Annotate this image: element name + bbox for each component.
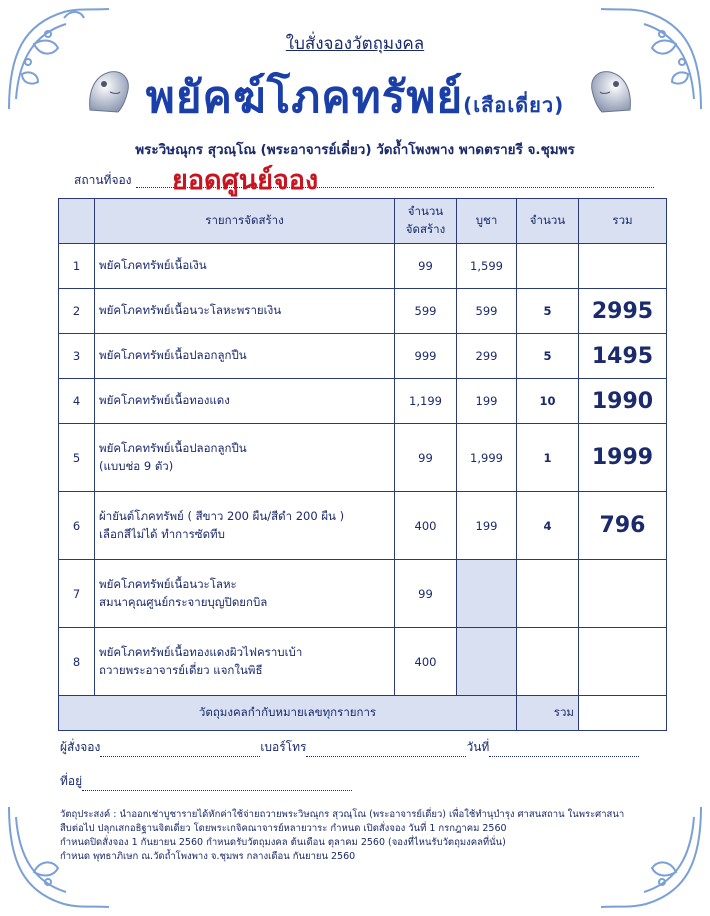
- row-qty[interactable]: [517, 560, 579, 628]
- row-item-line1: พยัคโภคทรัพย์เนื้อนวะโลหะ: [99, 576, 237, 591]
- row-total[interactable]: 1999: [579, 424, 667, 492]
- row-no: 4: [59, 379, 95, 424]
- row-no: 8: [59, 628, 95, 696]
- footer-sum-value[interactable]: [579, 696, 667, 731]
- row-qty[interactable]: [517, 244, 579, 289]
- orderer-field[interactable]: [60, 738, 639, 757]
- row-item: [95, 628, 395, 696]
- location-field[interactable]: [74, 165, 654, 196]
- date-label: วันที่: [466, 740, 490, 754]
- row-qty-made: 400: [395, 492, 457, 560]
- footer-note: [59, 696, 517, 731]
- header-qty: จำนวน: [517, 199, 579, 244]
- phone-dotted-line: [306, 744, 466, 757]
- row-item: [95, 560, 395, 628]
- main-title-text: พยัคฆ์โภคทรัพย์: [145, 72, 464, 123]
- row-item: [95, 244, 395, 289]
- row-item: [95, 492, 395, 560]
- table-header-row: [59, 199, 667, 244]
- row-no: 6: [59, 492, 95, 560]
- row-item-line1: พยัคโภคทรัพย์เนื้อเงิน: [99, 258, 207, 272]
- row-total[interactable]: [579, 560, 667, 628]
- row-qty[interactable]: 10: [517, 379, 579, 424]
- row-price: 1,999: [457, 424, 517, 492]
- row-price: [457, 628, 517, 696]
- row-item-line2: ถวายพระอาจารย์เดี่ยว แจกในพิธี: [99, 662, 263, 677]
- row-qty[interactable]: 5: [517, 334, 579, 379]
- row-qty-made: 99: [395, 424, 457, 492]
- row-item-line1: พยัคโภคทรัพย์เนื้อทองแดงผิวไฟคราบเบ้า: [99, 644, 303, 659]
- date-dotted-line: [489, 744, 639, 757]
- row-total[interactable]: [579, 628, 667, 696]
- row-total[interactable]: [579, 244, 667, 289]
- row-total[interactable]: 1990: [579, 379, 667, 424]
- row-price: 299: [457, 334, 517, 379]
- row-qty-made: 599: [395, 289, 457, 334]
- table-row: [59, 628, 667, 696]
- row-item: [95, 424, 395, 492]
- row-item-line2: (แบบช่อ 9 ตัว): [99, 458, 174, 473]
- row-qty-made: 99: [395, 560, 457, 628]
- table-row: [59, 244, 667, 289]
- row-price: 1,599: [457, 244, 517, 289]
- orderer-dotted-line: [100, 744, 260, 757]
- row-item-line1: พยัคโภคทรัพย์เนื้อปลอกลูกปืน: [99, 348, 247, 362]
- location-label: สถานที่จอง: [74, 173, 132, 187]
- table-row: [59, 334, 667, 379]
- row-no: 1: [59, 244, 95, 289]
- table-row: [59, 379, 667, 424]
- address-dotted-line: [82, 778, 352, 791]
- row-price: [457, 560, 517, 628]
- header-item: รายการจัดสร้าง: [95, 199, 395, 244]
- row-total[interactable]: 796: [579, 492, 667, 560]
- note-line: สืบต่อไป ปลุกเสกอธิฐานจิตเดี่ยว โดยพระเกจิคณาจารย์หลายวาระ กำหนด เปิดสั่งจอง วันที่ 1 กรกฎาคม 2560: [60, 823, 507, 834]
- table-row: [59, 492, 667, 560]
- row-item: [95, 289, 395, 334]
- row-no: 7: [59, 560, 95, 628]
- address-field[interactable]: [60, 772, 352, 791]
- row-qty[interactable]: 4: [517, 492, 579, 560]
- main-title-sub: (เสือเดี่ยว): [463, 93, 565, 117]
- header-no: [59, 199, 95, 244]
- row-qty-made: 1,199: [395, 379, 457, 424]
- row-qty[interactable]: 5: [517, 289, 579, 334]
- note-line: วัตถุประสงค์ : นำออกเช่าบูชารายได้หักค่าใช้จ่ายถวายพระวิษณุกร สุวณฺโณ (พระอาจารย์เดี่ยว) เพื่อใช้ทำนุบำรุง ศาสนสถาน ในพระศาสนา: [60, 809, 625, 820]
- row-item: [95, 379, 395, 424]
- row-total[interactable]: 1495: [579, 334, 667, 379]
- row-total[interactable]: 2995: [579, 289, 667, 334]
- table-row: [59, 289, 667, 334]
- row-qty-made: 99: [395, 244, 457, 289]
- row-item-line2: สมนาคุณศูนย์กระจายบุญปิดยกบิล: [99, 594, 268, 609]
- note-line: กำหนดปิดสั่งจอง 1 กันยายน 2560 กำหนดรับวัตถุมงคล ต้นเดือน ตุลาคม 2560 (จองที่ไหนรับวัตถุมงคลที่นั่น): [60, 837, 506, 848]
- address-label: ที่อยู่: [60, 774, 83, 788]
- byline: พระวิษณุกร สุวณฺโณ (พระอาจารย์เดี่ยว) วัดถ้ำโพงพาง พาดตรายรี จ.ชุมพร: [135, 142, 575, 158]
- row-qty[interactable]: 1: [517, 424, 579, 492]
- footer-note-text: วัตถุมงคลกำกับหมายเลขทุกรายการ: [198, 705, 377, 719]
- table-row: [59, 560, 667, 628]
- form-title: ใบสั่งจองวัตถุมงคล: [285, 34, 425, 54]
- row-qty-made: 400: [395, 628, 457, 696]
- footer-sum-label: รวม: [517, 696, 579, 731]
- header-qty-made: จำนวน จัดสร้าง: [395, 199, 457, 244]
- page-title: [0, 62, 710, 132]
- table-footer-row: [59, 696, 667, 731]
- row-item-line1: ผ้ายันต์โภคทรัพย์ ( สีขาว 200 ผืน/สีดำ 200 ผืน ): [99, 508, 345, 523]
- row-no: 5: [59, 424, 95, 492]
- row-price: 199: [457, 492, 517, 560]
- row-qty[interactable]: [517, 628, 579, 696]
- location-handwritten-value: ยอดศูนย์จอง: [172, 165, 319, 196]
- note-line: กำหนด พุทธาภิเษก ณ.วัดถ้ำโพงพาง จ.ชุมพร กลางเดือน กันยายน 2560: [60, 851, 356, 862]
- table-row: [59, 424, 667, 492]
- row-item-line1: พยัคโภคทรัพย์เนื้อทองแดง: [99, 393, 230, 407]
- row-item-line2: เลือกสีไม่ได้ ทำการซัดทีบ: [99, 526, 225, 541]
- row-no: 2: [59, 289, 95, 334]
- row-item-line1: พยัคโภคทรัพย์เนื้อปลอกลูกปืน: [99, 440, 247, 455]
- row-qty-made: 999: [395, 334, 457, 379]
- row-item: [95, 334, 395, 379]
- header-total: รวม: [579, 199, 667, 244]
- notes: [60, 808, 660, 864]
- row-price: 199: [457, 379, 517, 424]
- order-table: [58, 198, 667, 731]
- orderer-label: ผู้สั่งจอง: [60, 740, 101, 754]
- phone-label: เบอร์โทร: [260, 740, 307, 754]
- row-item-line1: พยัคโภคทรัพย์เนื้อนวะโลหะพรายเงิน: [99, 303, 282, 317]
- row-no: 3: [59, 334, 95, 379]
- row-price: 599: [457, 289, 517, 334]
- header-price: บูชา: [457, 199, 517, 244]
